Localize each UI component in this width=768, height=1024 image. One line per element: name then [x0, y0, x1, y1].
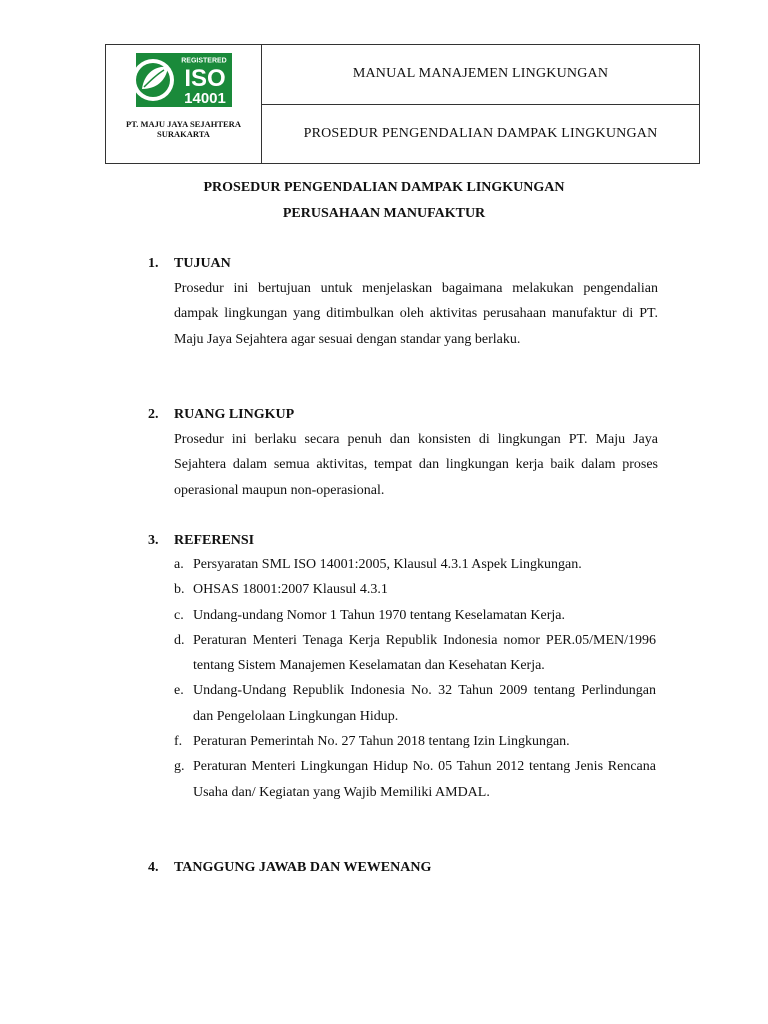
section-title: TUJUAN: [174, 256, 231, 271]
iso-14001-logo: [136, 53, 232, 107]
list-item: [174, 552, 656, 577]
document-title-line1: PROSEDUR PENGENDALIAN DAMPAK LINGKUNGAN: [203, 180, 565, 195]
list-marker: c.: [174, 607, 184, 623]
reference-list: [174, 552, 656, 805]
list-text: Undang-Undang Republik Indonesia No. 32 Tahun 2009 tentang Perlindungan dan Pengelolaan Lingkungan Hidup.: [193, 683, 656, 724]
company-city: SURAKARTA: [157, 129, 210, 139]
company-name-line1: PT. MAJU JAYA SEJAHTERA: [126, 119, 241, 129]
list-item: [174, 628, 656, 679]
section-body-tujuan: Prosedur ini bertujuan untuk menjelaskan bagaimana melakukan pengendalian dampak lingkungan yang ditimbulkan oleh aktivitas perusahaan manufaktur di PT. Maju Jaya Sejahtera agar sesuai dengan standar yang berlaku.: [174, 281, 658, 347]
list-item: [174, 603, 656, 628]
list-marker: a.: [174, 557, 184, 572]
section-title: TANGGUNG JAWAB DAN WEWENANG: [174, 860, 432, 875]
list-text: Peraturan Menteri Lingkungan Hidup No. 05 Tahun 2012 tentang Jenis Rencana Usaha dan/ Kegiatan yang Wajib Memiliki AMDAL.: [193, 759, 656, 800]
section-heading-referensi: [148, 533, 254, 549]
list-marker: b.: [174, 582, 185, 598]
list-marker: d.: [174, 632, 185, 648]
section-number: 3.: [148, 533, 159, 548]
svg-text:ISO: ISO: [184, 65, 226, 92]
manual-title: MANUAL MANAJEMEN LINGKUNGAN: [352, 66, 609, 82]
section-number: 2.: [148, 407, 159, 422]
section-number: 4.: [148, 860, 159, 875]
list-text: Persyaratan SML ISO 14001:2005, Klausul 4.3.1 Aspek Lingkungan.: [193, 557, 582, 572]
list-text: OHSAS 18001:2007 Klausul 4.3.1: [193, 582, 388, 598]
section-heading-tanggung-jawab: [148, 860, 431, 876]
document-title-line2: PERUSAHAAN MANUFAKTUR: [282, 206, 486, 221]
section-body-ruang-lingkup: Prosedur ini berlaku secara penuh dan konsisten di lingkungan PT. Maju Jaya Sejahtera dalam semua aktivitas, tempat dan lingkungan kerja baik dalam proses operasional maupun non-operasional.: [174, 432, 658, 498]
list-marker: g.: [174, 759, 185, 775]
list-item: [174, 678, 656, 729]
list-item: [174, 729, 656, 754]
list-text: Undang-undang Nomor 1 Tahun 1970 tentang Keselamatan Kerja.: [193, 607, 565, 623]
list-marker: e.: [174, 683, 184, 699]
list-item: [174, 577, 656, 602]
list-text: Peraturan Menteri Tenaga Kerja Republik Indonesia nomor PER.05/MEN/1996 tentang Sistem Manajemen Keselamatan dan Kesehatan Kerja.: [193, 632, 656, 674]
list-marker: f.: [174, 734, 183, 750]
title-cell: [262, 45, 699, 163]
section-title: REFERENSI: [174, 533, 255, 548]
section-title: RUANG LINGKUP: [174, 407, 295, 422]
section-number: 1.: [148, 256, 159, 271]
section-heading-tujuan: [148, 256, 231, 272]
procedure-title: PROSEDUR PENGENDALIAN DAMPAK LINGKUNGAN: [262, 104, 699, 164]
company-name: [106, 119, 261, 139]
list-text: Peraturan Pemerintah No. 27 Tahun 2018 tentang Izin Lingkungan.: [193, 734, 570, 750]
svg-text:REGISTERED: REGISTERED: [181, 57, 227, 65]
document-header-table: [105, 44, 700, 164]
list-item: [174, 754, 656, 805]
logo-cell: [106, 45, 262, 163]
svg-text:14001: 14001: [184, 90, 226, 107]
section-heading-ruang-lingkup: [148, 407, 294, 423]
